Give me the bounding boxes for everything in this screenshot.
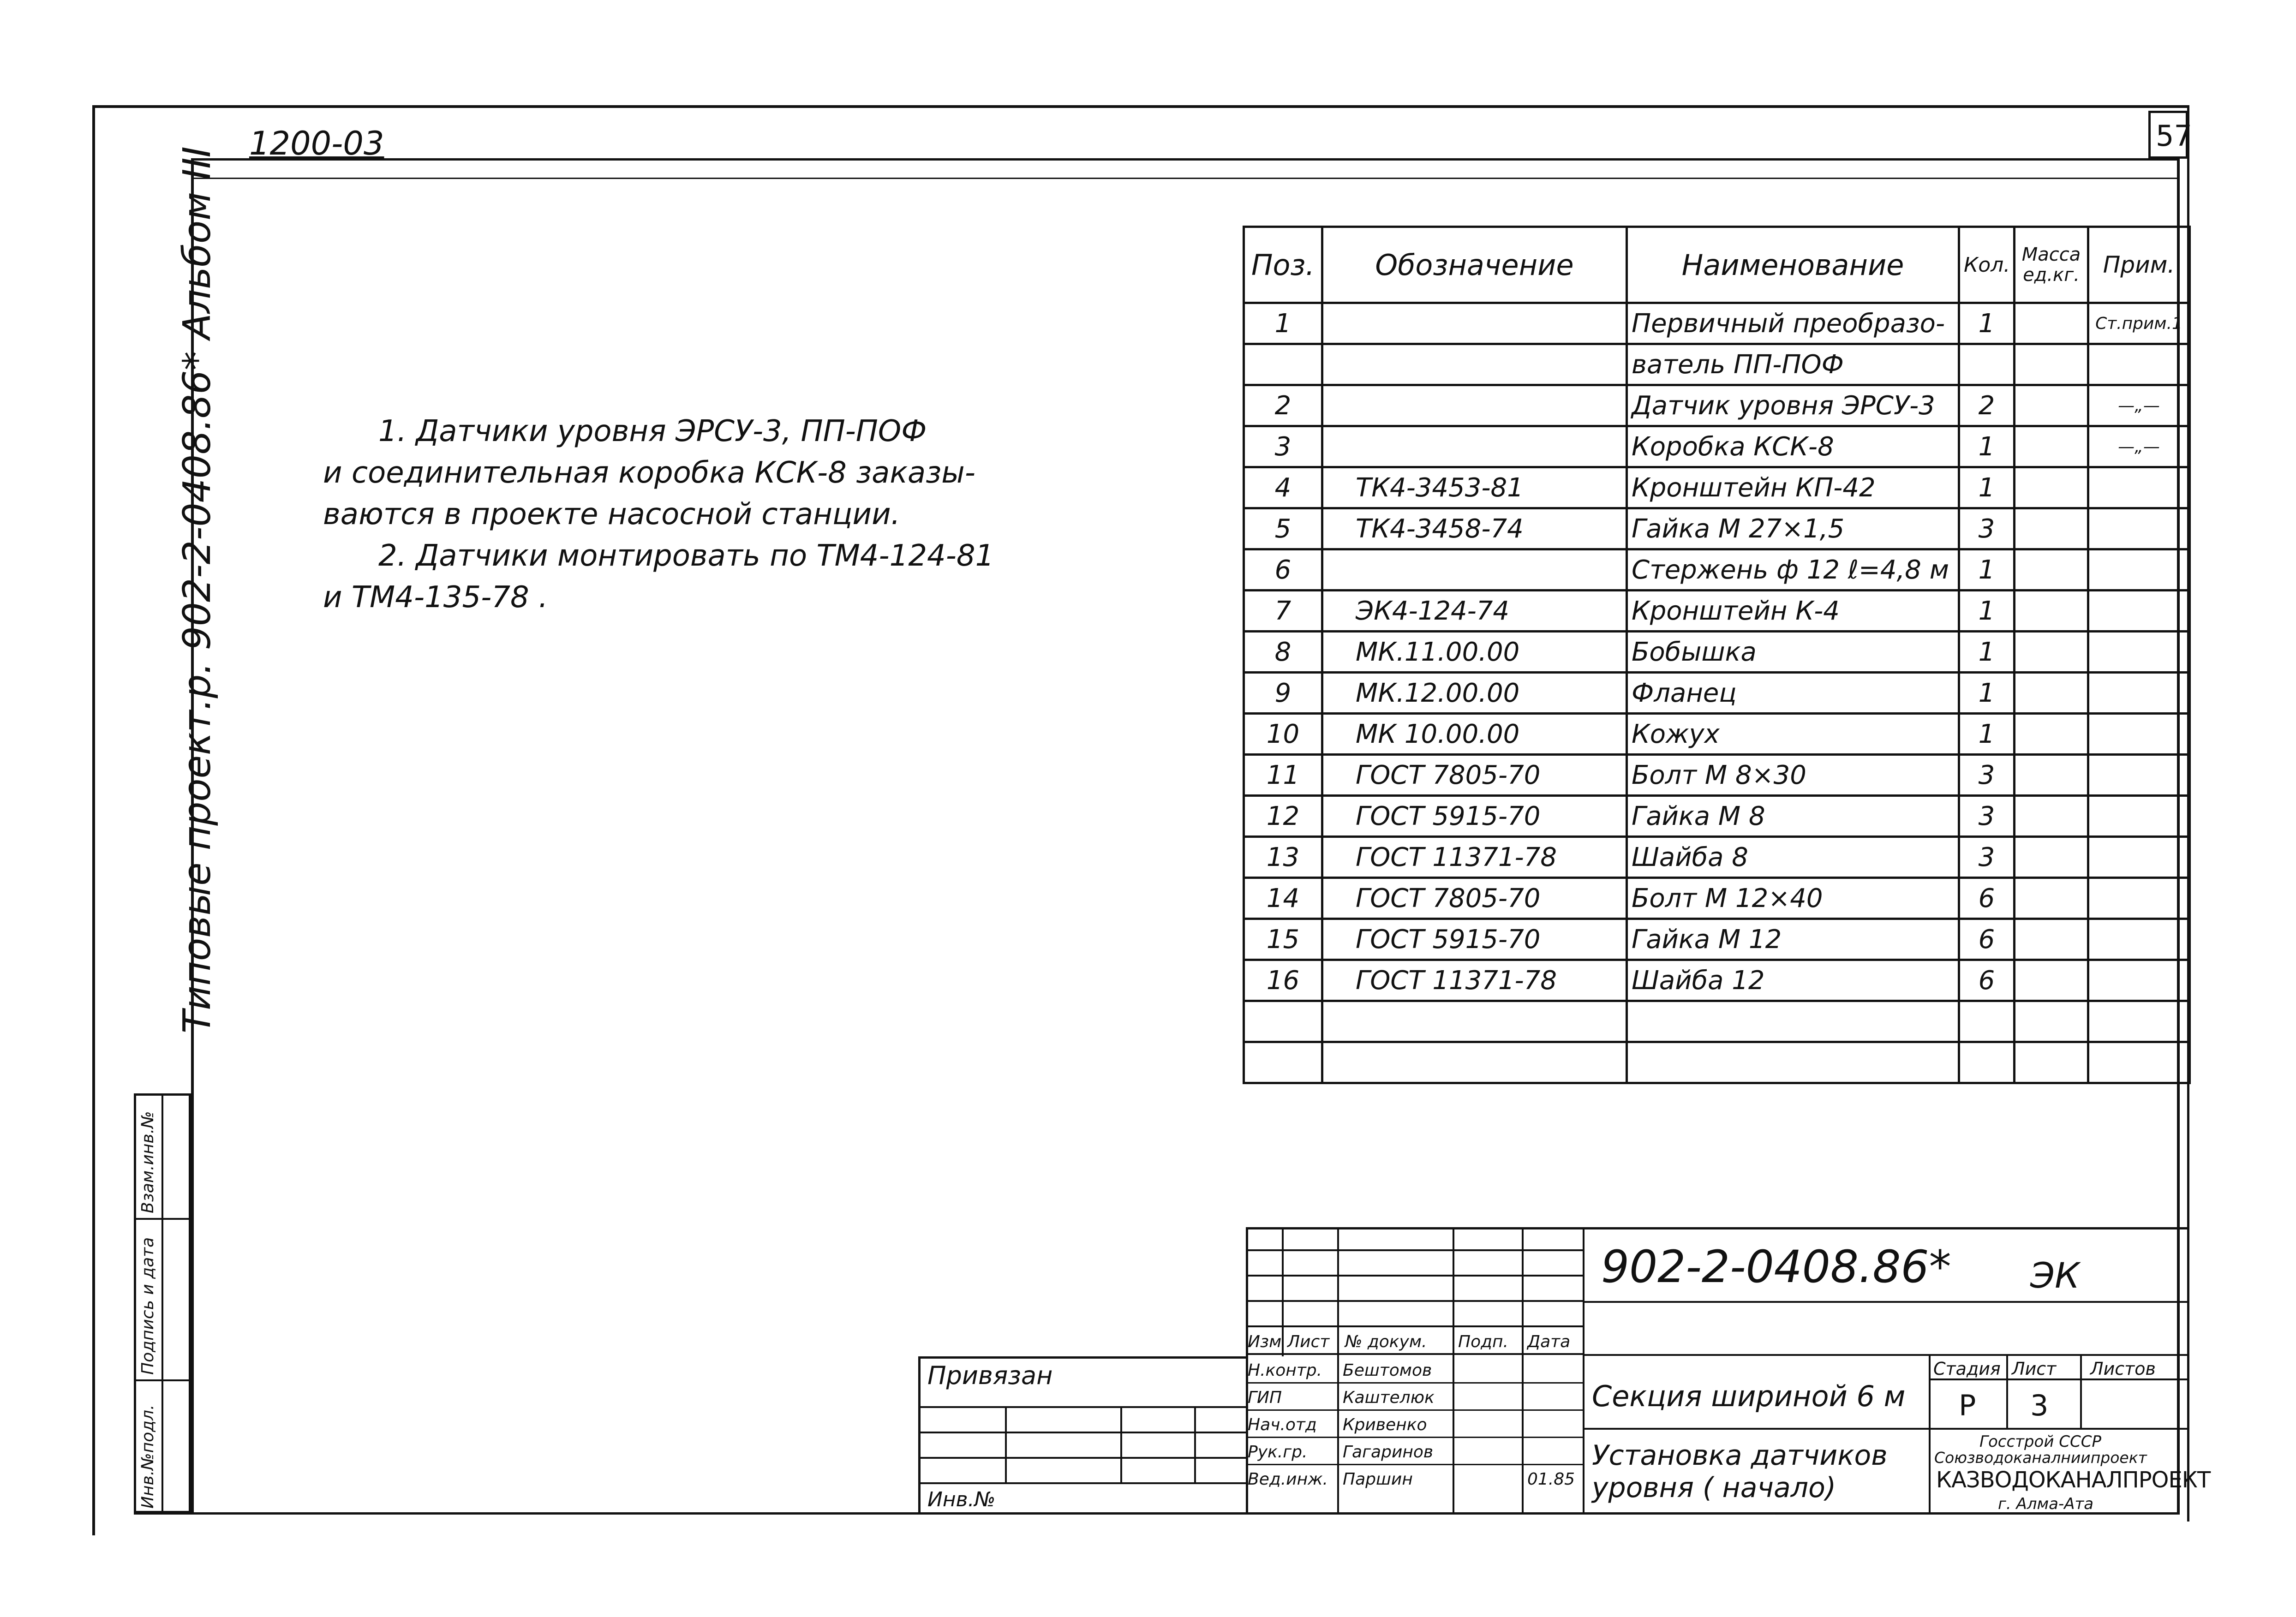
- spec-cell-qty: 3: [1959, 837, 2015, 878]
- spec-cell-name: Коробка КСК-8: [1627, 426, 1959, 467]
- spec-cell-qty: 1: [1959, 591, 2015, 632]
- spec-cell-mass: [2015, 714, 2088, 755]
- spec-cell-designation: [1322, 303, 1627, 344]
- spec-cell-mass: [2015, 467, 2088, 508]
- spec-cell-mass: [2015, 673, 2088, 714]
- spec-cell-pos: 2: [1244, 385, 1322, 426]
- spec-cell-name: Стержень ф 12 ℓ=4,8 м: [1627, 549, 1959, 591]
- spec-row: [1244, 591, 2190, 632]
- spec-cell-pos: [1244, 1001, 1322, 1042]
- note-line5: и ТМ4-135-78 .: [323, 580, 548, 615]
- spec-row: [1244, 632, 2190, 673]
- col-data: Дата: [1527, 1332, 1571, 1351]
- doc-mark: ЭК: [2030, 1255, 2080, 1296]
- spec-row: [1244, 467, 2190, 508]
- role: Нач.отд: [1248, 1415, 1317, 1434]
- notes: [323, 411, 1107, 618]
- spec-cell-note: [2088, 549, 2190, 591]
- frame-left: [92, 105, 95, 1535]
- sheet-number: 57: [2156, 119, 2192, 153]
- spec-cell-pos: 14: [1244, 878, 1322, 919]
- spec-cell-mass: [2015, 344, 2088, 385]
- person: Каштелюк: [1343, 1388, 1435, 1407]
- spec-cell-note: [2088, 591, 2190, 632]
- spec-cell-qty: 1: [1959, 467, 2015, 508]
- spec-cell-designation: МК.11.00.00: [1322, 632, 1627, 673]
- spec-cell-qty: 2: [1959, 385, 2015, 426]
- sheet-value: 3: [2030, 1389, 2049, 1422]
- spec-cell-pos: 16: [1244, 960, 1322, 1001]
- header-note: Прим.: [2088, 227, 2190, 303]
- spec-cell-name: Датчик уровня ЭРСУ-3: [1627, 385, 1959, 426]
- spec-cell-mass: [2015, 1001, 2088, 1042]
- header-name: Наименование: [1627, 227, 1959, 303]
- spec-cell-mass: [2015, 303, 2088, 344]
- spec-cell-note: —„—: [2088, 385, 2190, 426]
- spec-cell-name: Шайба 8: [1627, 837, 1959, 878]
- spec-row: [1244, 755, 2190, 796]
- spec-cell-mass: [2015, 878, 2088, 919]
- spec-cell-designation: ГОСТ 5915-70: [1322, 796, 1627, 837]
- header-pos: Поз.: [1244, 227, 1322, 303]
- spec-cell-qty: [1959, 1001, 2015, 1042]
- role: ГИП: [1248, 1388, 1282, 1407]
- spec-cell-pos: 11: [1244, 755, 1322, 796]
- specification-table: [1243, 226, 2191, 1084]
- spec-cell-designation: ТК4-3458-74: [1322, 508, 1627, 549]
- spec-cell-name: Шайба 12: [1627, 960, 1959, 1001]
- sheets-label: Листов: [2090, 1359, 2156, 1379]
- spec-cell-mass: [2015, 837, 2088, 878]
- spec-cell-note: [2088, 755, 2190, 796]
- spec-cell-mass: [2015, 549, 2088, 591]
- spec-row: [1244, 1042, 2190, 1083]
- spec-cell-note: [2088, 1042, 2190, 1083]
- left-col-div: [161, 1093, 163, 1513]
- spec-cell-note: [2088, 632, 2190, 673]
- spec-cell-pos: 6: [1244, 549, 1322, 591]
- spec-cell-designation: [1322, 1001, 1627, 1042]
- spec-cell-pos: 9: [1244, 673, 1322, 714]
- spec-cell-qty: 3: [1959, 755, 2015, 796]
- spec-cell-note: [2088, 467, 2190, 508]
- doc-code: 902-2-0408.86*: [1601, 1241, 1951, 1293]
- spec-row: [1244, 960, 2190, 1001]
- spec-cell-name: Кронштейн К-4: [1627, 591, 1959, 632]
- org-line3: КАЗВОДОКАНАЛПРОЕКТ: [1936, 1467, 2211, 1493]
- spec-cell-note: [2088, 508, 2190, 549]
- spec-cell-pos: 1: [1244, 303, 1322, 344]
- spec-row: [1244, 303, 2190, 344]
- inv-label: Инв.№подл.: [138, 1404, 157, 1509]
- spec-cell-name: Бобышка: [1627, 632, 1959, 673]
- spec-cell-note: [2088, 878, 2190, 919]
- spec-cell-name: [1627, 1042, 1959, 1083]
- spec-row: [1244, 714, 2190, 755]
- spec-row: [1244, 673, 2190, 714]
- album-stamp: Типовые проект.р. 902-2-0408.86* Альбом III: [175, 146, 219, 1033]
- header-mass: Масса ед.кг.: [2015, 227, 2088, 303]
- spec-cell-name: Болт М 12×40: [1627, 878, 1959, 919]
- spec-cell-name: Фланец: [1627, 673, 1959, 714]
- spec-cell-note: [2088, 837, 2190, 878]
- spec-cell-qty: 1: [1959, 303, 2015, 344]
- left-row-div1: [134, 1218, 191, 1220]
- spec-cell-designation: [1322, 1042, 1627, 1083]
- spec-cell-note: [2088, 1001, 2190, 1042]
- tb-code-bottom: [1583, 1301, 2187, 1303]
- spec-cell-designation: ГОСТ 5915-70: [1322, 919, 1627, 960]
- spec-cell-designation: ЭК4-124-74: [1322, 591, 1627, 632]
- spec-cell-pos: 12: [1244, 796, 1322, 837]
- spec-cell-qty: [1959, 1042, 2015, 1083]
- spec-cell-pos: 13: [1244, 837, 1322, 878]
- spec-cell-mass: [2015, 385, 2088, 426]
- spec-header-row: [1244, 227, 2190, 303]
- org-line1: Госстрой СССР: [1979, 1432, 2101, 1451]
- spec-cell-mass: [2015, 796, 2088, 837]
- spec-cell-designation: [1322, 344, 1627, 385]
- spec-cell-name: Гайка М 12: [1627, 919, 1959, 960]
- org-line2: Союзводоканалниипроект: [1934, 1449, 2147, 1467]
- spec-cell-qty: 3: [1959, 796, 2015, 837]
- spec-cell-qty: 6: [1959, 878, 2015, 919]
- spec-cell-note: —„—: [2088, 426, 2190, 467]
- date: 01.85: [1527, 1470, 1575, 1489]
- privyazan-label: Привязан: [927, 1361, 1053, 1390]
- spec-cell-designation: ГОСТ 11371-78: [1322, 960, 1627, 1001]
- spec-cell-mass: [2015, 591, 2088, 632]
- note-line1: 1. Датчики уровня ЭРСУ-3, ПП-ПОФ: [378, 414, 927, 448]
- spec-cell-name: Кронштейн КП-42: [1627, 467, 1959, 508]
- spec-row: [1244, 508, 2190, 549]
- stage-value: Р: [1959, 1389, 1976, 1422]
- archive-number: 1200-03: [249, 125, 384, 162]
- spec-cell-name: ватель ПП-ПОФ: [1627, 344, 1959, 385]
- spec-cell-pos: 15: [1244, 919, 1322, 960]
- spec-cell-designation: ГОСТ 7805-70: [1322, 755, 1627, 796]
- left-row-div2: [134, 1379, 191, 1381]
- podpis-label: Подпись и дата: [138, 1237, 157, 1375]
- spec-cell-pos: 10: [1244, 714, 1322, 755]
- spec-row: [1244, 1001, 2190, 1042]
- spec-cell-name: Болт М 8×30: [1627, 755, 1959, 796]
- spec-row: [1244, 837, 2190, 878]
- spec-cell-note: [2088, 714, 2190, 755]
- col-list: Лист: [1287, 1332, 1330, 1351]
- rev-headers: [1246, 1329, 1583, 1352]
- spec-row: [1244, 385, 2190, 426]
- person: Паршин: [1343, 1470, 1413, 1489]
- inv-no-label: Инв.№: [927, 1488, 996, 1511]
- col-podp: Подп.: [1458, 1332, 1508, 1351]
- title-line2: уровня ( начало): [1592, 1472, 1836, 1504]
- spec-cell-qty: 1: [1959, 426, 2015, 467]
- spec-cell-designation: МК 10.00.00: [1322, 714, 1627, 755]
- spec-cell-designation: [1322, 426, 1627, 467]
- spec-cell-mass: [2015, 632, 2088, 673]
- spec-cell-mass: [2015, 426, 2088, 467]
- spec-row: [1244, 549, 2190, 591]
- spec-cell-designation: [1322, 385, 1627, 426]
- header-qty: Кол.: [1959, 227, 2015, 303]
- tb-code-divider: [1583, 1227, 1584, 1513]
- spec-row: [1244, 796, 2190, 837]
- spec-cell-qty: 3: [1959, 508, 2015, 549]
- spec-row: [1244, 878, 2190, 919]
- spec-cell-qty: 1: [1959, 673, 2015, 714]
- frame-top: [92, 105, 2187, 108]
- section-text: Секция шириной 6 м: [1592, 1379, 1906, 1413]
- spec-cell-note: Ст.прим.1: [2088, 303, 2190, 344]
- sheet-label: Лист: [2012, 1359, 2057, 1379]
- spec-cell-note: [2088, 960, 2190, 1001]
- role: Рук.гр.: [1248, 1443, 1308, 1462]
- note-line2: и соединительная коробка КСК-8 заказы-: [323, 456, 975, 490]
- spec-cell-designation: ГОСТ 7805-70: [1322, 878, 1627, 919]
- spec-cell-mass: [2015, 755, 2088, 796]
- spec-cell-pos: [1244, 1042, 1322, 1083]
- spec-row: [1244, 919, 2190, 960]
- spec-cell-designation: ТК4-3453-81: [1322, 467, 1627, 508]
- spec-cell-name: Гайка М 8: [1627, 796, 1959, 837]
- spec-cell-qty: 6: [1959, 960, 2015, 1001]
- col-docnum: № докум.: [1345, 1332, 1427, 1351]
- spec-cell-qty: [1959, 344, 2015, 385]
- col-izm: Изм: [1248, 1332, 1282, 1351]
- person: Гагаринов: [1343, 1443, 1434, 1462]
- title-line1: Установка датчиков: [1592, 1439, 1888, 1472]
- spec-cell-name: [1627, 1001, 1959, 1042]
- spec-cell-qty: 6: [1959, 919, 2015, 960]
- spec-row: [1244, 344, 2190, 385]
- spec-cell-mass: [2015, 919, 2088, 960]
- spec-cell-note: [2088, 673, 2190, 714]
- person: Бештомов: [1343, 1361, 1432, 1380]
- spec-cell-note: [2088, 919, 2190, 960]
- spec-cell-note: [2088, 344, 2190, 385]
- spec-cell-mass: [2015, 1042, 2088, 1083]
- inner-top: [191, 158, 2180, 161]
- note-line3: ваются в проекте насосной станции.: [323, 497, 900, 531]
- stage-label: Стадия: [1933, 1359, 2001, 1379]
- spec-cell-pos: 5: [1244, 508, 1322, 549]
- org-line4: г. Алма-Ата: [1998, 1495, 2094, 1513]
- note-line4: 2. Датчики монтировать по ТМ4-124-81: [378, 539, 994, 573]
- vzam-label: Взам.инв.№: [138, 1111, 157, 1213]
- spec-cell-pos: 4: [1244, 467, 1322, 508]
- spec-cell-name: Первичный преобразо-: [1627, 303, 1959, 344]
- header-designation: Обозначение: [1322, 227, 1627, 303]
- person: Кривенко: [1343, 1415, 1427, 1434]
- role: Н.контр.: [1248, 1361, 1322, 1380]
- spec-cell-mass: [2015, 960, 2088, 1001]
- spec-cell-name: Гайка М 27×1,5: [1627, 508, 1959, 549]
- spec-cell-name: Кожух: [1627, 714, 1959, 755]
- spec-cell-designation: ГОСТ 11371-78: [1322, 837, 1627, 878]
- spec-cell-designation: МК.12.00.00: [1322, 673, 1627, 714]
- spec-cell-pos: 3: [1244, 426, 1322, 467]
- spec-cell-qty: 1: [1959, 714, 2015, 755]
- spec-cell-pos: [1244, 344, 1322, 385]
- spec-cell-mass: [2015, 508, 2088, 549]
- spec-cell-designation: [1322, 549, 1627, 591]
- signatory-columns: [1246, 1356, 1583, 1513]
- header-divider: [194, 178, 2178, 179]
- spec-row: [1244, 426, 2190, 467]
- spec-cell-qty: 1: [1959, 632, 2015, 673]
- spec-cell-qty: 1: [1959, 549, 2015, 591]
- spec-cell-note: [2088, 796, 2190, 837]
- role: Вед.инж.: [1248, 1470, 1328, 1489]
- spec-cell-pos: 7: [1244, 591, 1322, 632]
- spec-cell-pos: 8: [1244, 632, 1322, 673]
